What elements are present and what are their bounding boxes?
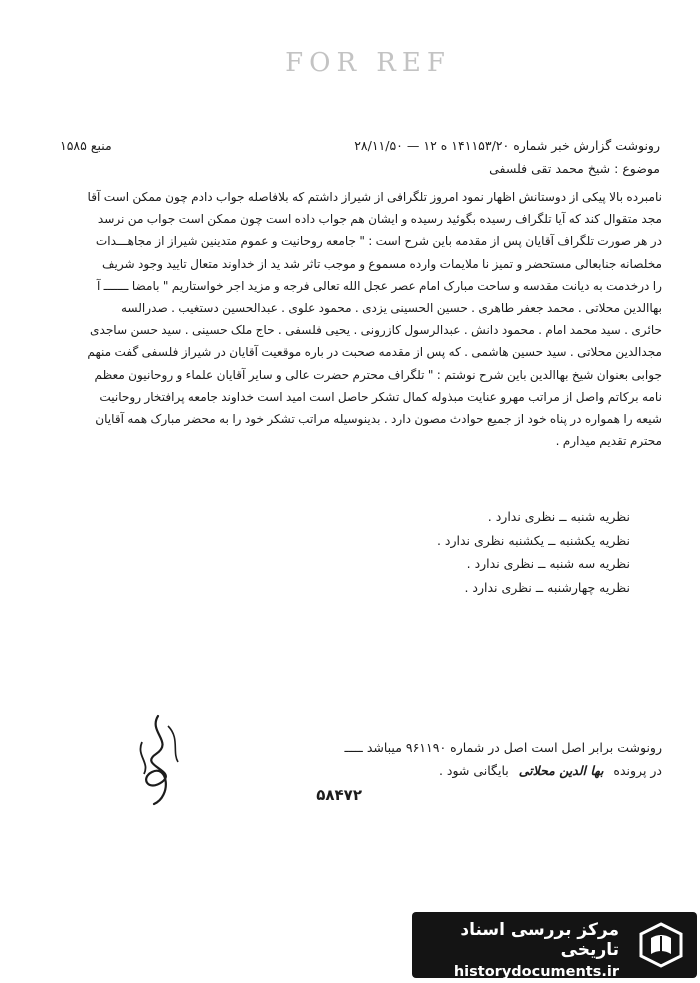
opinion-saturday: نظریه شنبه ــ نظری ندارد . [487,509,630,524]
report-source: منبع ۱۵۸۵ [60,138,112,153]
body-line: جوابی بعنوان شیخ بهاالدین باین شرح نوشتم : " تلگراف محترم حضرت عالی و سایر آقایان علماء و روحانیون معظم [94,367,662,382]
body-line: مجد متقوال کند که آیا تلگراف رسیده بگوئید رسیده و ایشان هم جواب داده است چون ممکن است جواب من نرسد [97,212,662,227]
body-line: بهاالدین محلاتی . محمد جعفر طاهری . حسین الحسینی یزدی . محمود علوی . عبدالحسین دستغیب . صدرالسه [120,301,662,316]
archive-emblem-icon [635,920,687,970]
archive-logo-watermark [412,912,697,978]
daily-opinions [437,505,630,599]
opinion-sunday: نظریه یکشنبه ــ یکشنبه نظری ندارد . [436,532,630,548]
body-line: مجدالدین محلاتی . سید حسین هاشمی . که پس از مقدمه صحبت در باره موقعیت آقایان در شیراز فلسفی گفت منهم [87,345,662,360]
report-copy-line: رونوشت گزارش خبر شماره ۱۴۱۱۵۳/۲۰ ه ۱۲ — ۲۸/۱۱/۵۰ [354,138,660,153]
logo-url: historydocuments.ir [453,964,619,980]
body-line: نامبرده بالا پیکی از دوستانش اظهار نمود امروز تلگرافی از شیراز داشتم که بلافاصله جواب دادم چون ممکن است آقا [87,190,662,204]
body-line: حائری . سید محمد امام . محمود دانش . عبدالرسول کازرونی . یحیی فلسفی . حاج ملک حسینی . سید حسن ساجدی [90,323,662,338]
filing-suffix: بایگانی شود . [438,763,509,778]
report-body [34,186,662,452]
body-line: مخلصانه جنابعالی مستحضر و تمیز نا ملایمات وارده مسموع و موجب تاثر شد ید از خداوند متعال تایید وجود شریف [102,256,662,271]
certification-line: رونوشت برابر اصل است اصل در شماره ۹۶۱۱۹۰ میباشد ـــــ [344,740,662,755]
handwritten-document-number: ۵۸۴۷۲ [316,786,362,804]
body-line: نامه برکاتم واصل از مراتب مهرو عنایت مبذوله کمال تشکر حاصل است امید است خداوند جامعه پرافتخار روحانیت [99,389,662,404]
faded-stamp: FOR REF [285,48,451,78]
opinion-wednesday: نظریه چهارشنبه ــ نظری ندارد . [464,579,630,595]
logo-title: مرکز بررسی اسناد تاریخی [460,920,619,960]
filing-line [142,759,662,782]
report-subject: موضوع : شیخ محمد تقی فلسفی [489,161,660,176]
filing-prefix: در پرونده [613,763,662,778]
body-line: شیعه را همواره در پناه خود از جمیع حوادث مصون دارد . بدینوسیله مراتب تشکر خود را به محضر مبارک همه آقایان [95,412,662,427]
filing-handwritten-name: بها الدین محلاتی [518,763,604,778]
opinion-tuesday: نظریه سه شنبه ــ نظری ندارد . [466,556,630,571]
logo-text [412,920,619,980]
body-line: در هر صورت تلگراف آقایان پس از مقدمه باین شرح است : " جامعه روحانیت و عموم متدینین شیراز از مجاهـــدات [95,234,662,249]
report-header [60,138,660,158]
copy-certification [142,736,662,807]
body-line: محترم تقدیم میدارم . [555,434,662,449]
body-line: را درخدمت به دیانت مقدسه و ساحت مبارک امام عصر عجل الله تعالی فرجه و مزید اجر خواستاریم " بامضا ـــــــ آ [96,278,662,293]
